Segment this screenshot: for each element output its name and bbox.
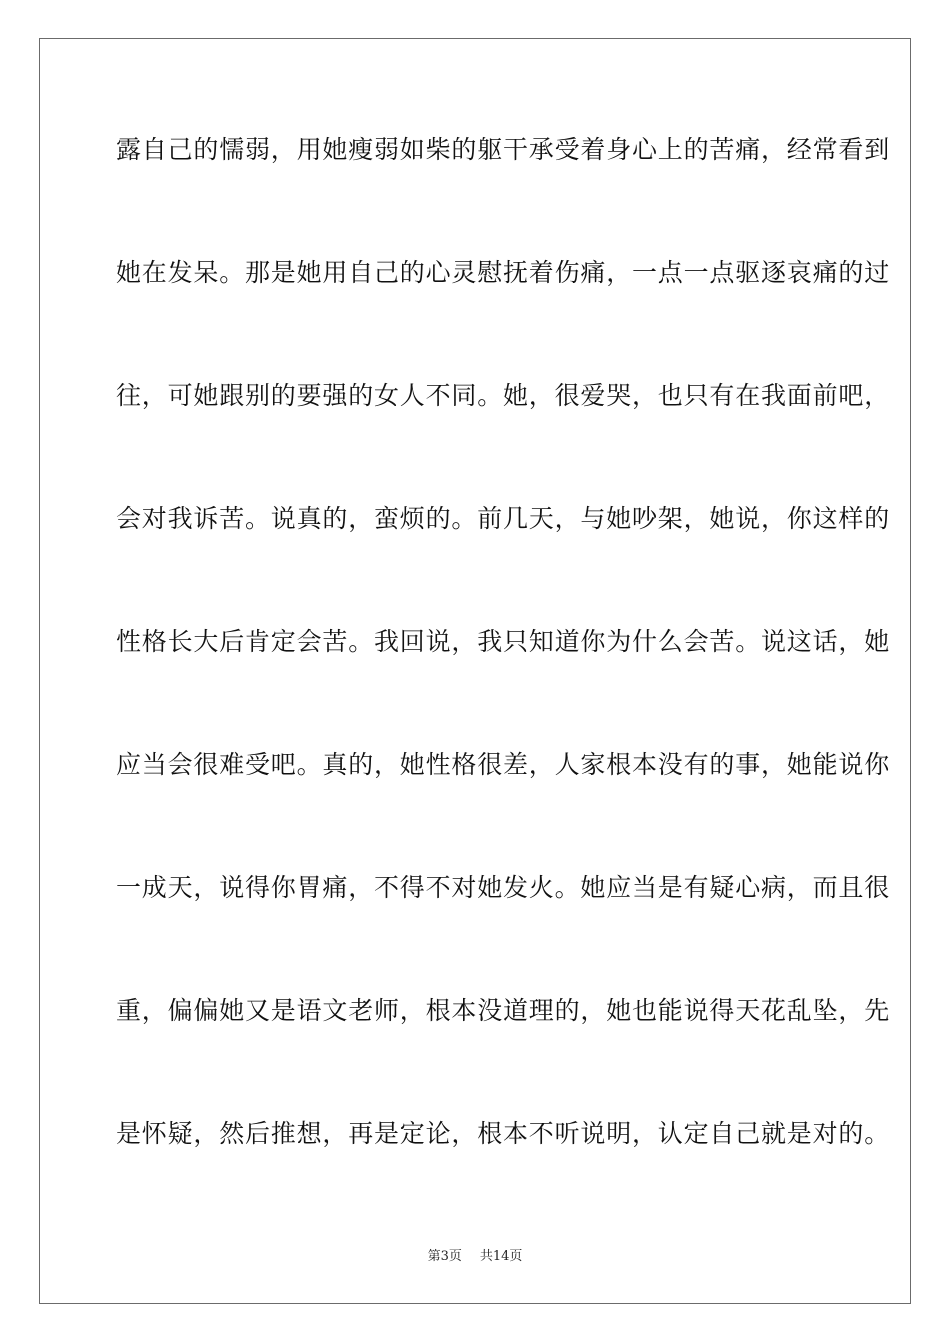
text-line: 是怀疑，然后推想，再是定论，根本不听说明，认定自己就是对的。: [116, 1119, 891, 1148]
text-line: 应当会很难受吧。真的，她性格很差，人家根本没有的事，她能说你: [116, 750, 891, 779]
text-line: 往，可她跟别的要强的女人不同。她，很爱哭，也只有在我面前吧，: [116, 381, 891, 410]
page-number: 第3页: [427, 1249, 462, 1264]
total-pages: 共14页: [479, 1249, 523, 1264]
text-line: 会对我诉苦。说真的，蛮烦的。前几天，与她吵架，她说，你这样的: [116, 504, 891, 533]
text-line: 重，偏偏她又是语文老师，根本没道理的，她也能说得天花乱坠，先: [116, 996, 891, 1025]
body-text: [116, 132, 891, 1152]
page-footer: [0, 1249, 950, 1265]
text-line: 露自己的懦弱，用她瘦弱如柴的躯干承受着身心上的苦痛，经常看到: [116, 135, 891, 164]
text-line: 一成天，说得你胃痛，不得不对她发火。她应当是有疑心病，而且很: [116, 873, 891, 902]
text-line: 性格长大后肯定会苦。我回说，我只知道你为什么会苦。说这话，她: [116, 627, 891, 656]
text-line: 她在发呆。那是她用自己的心灵慰抚着伤痛，一点一点驱逐哀痛的过: [116, 258, 891, 287]
